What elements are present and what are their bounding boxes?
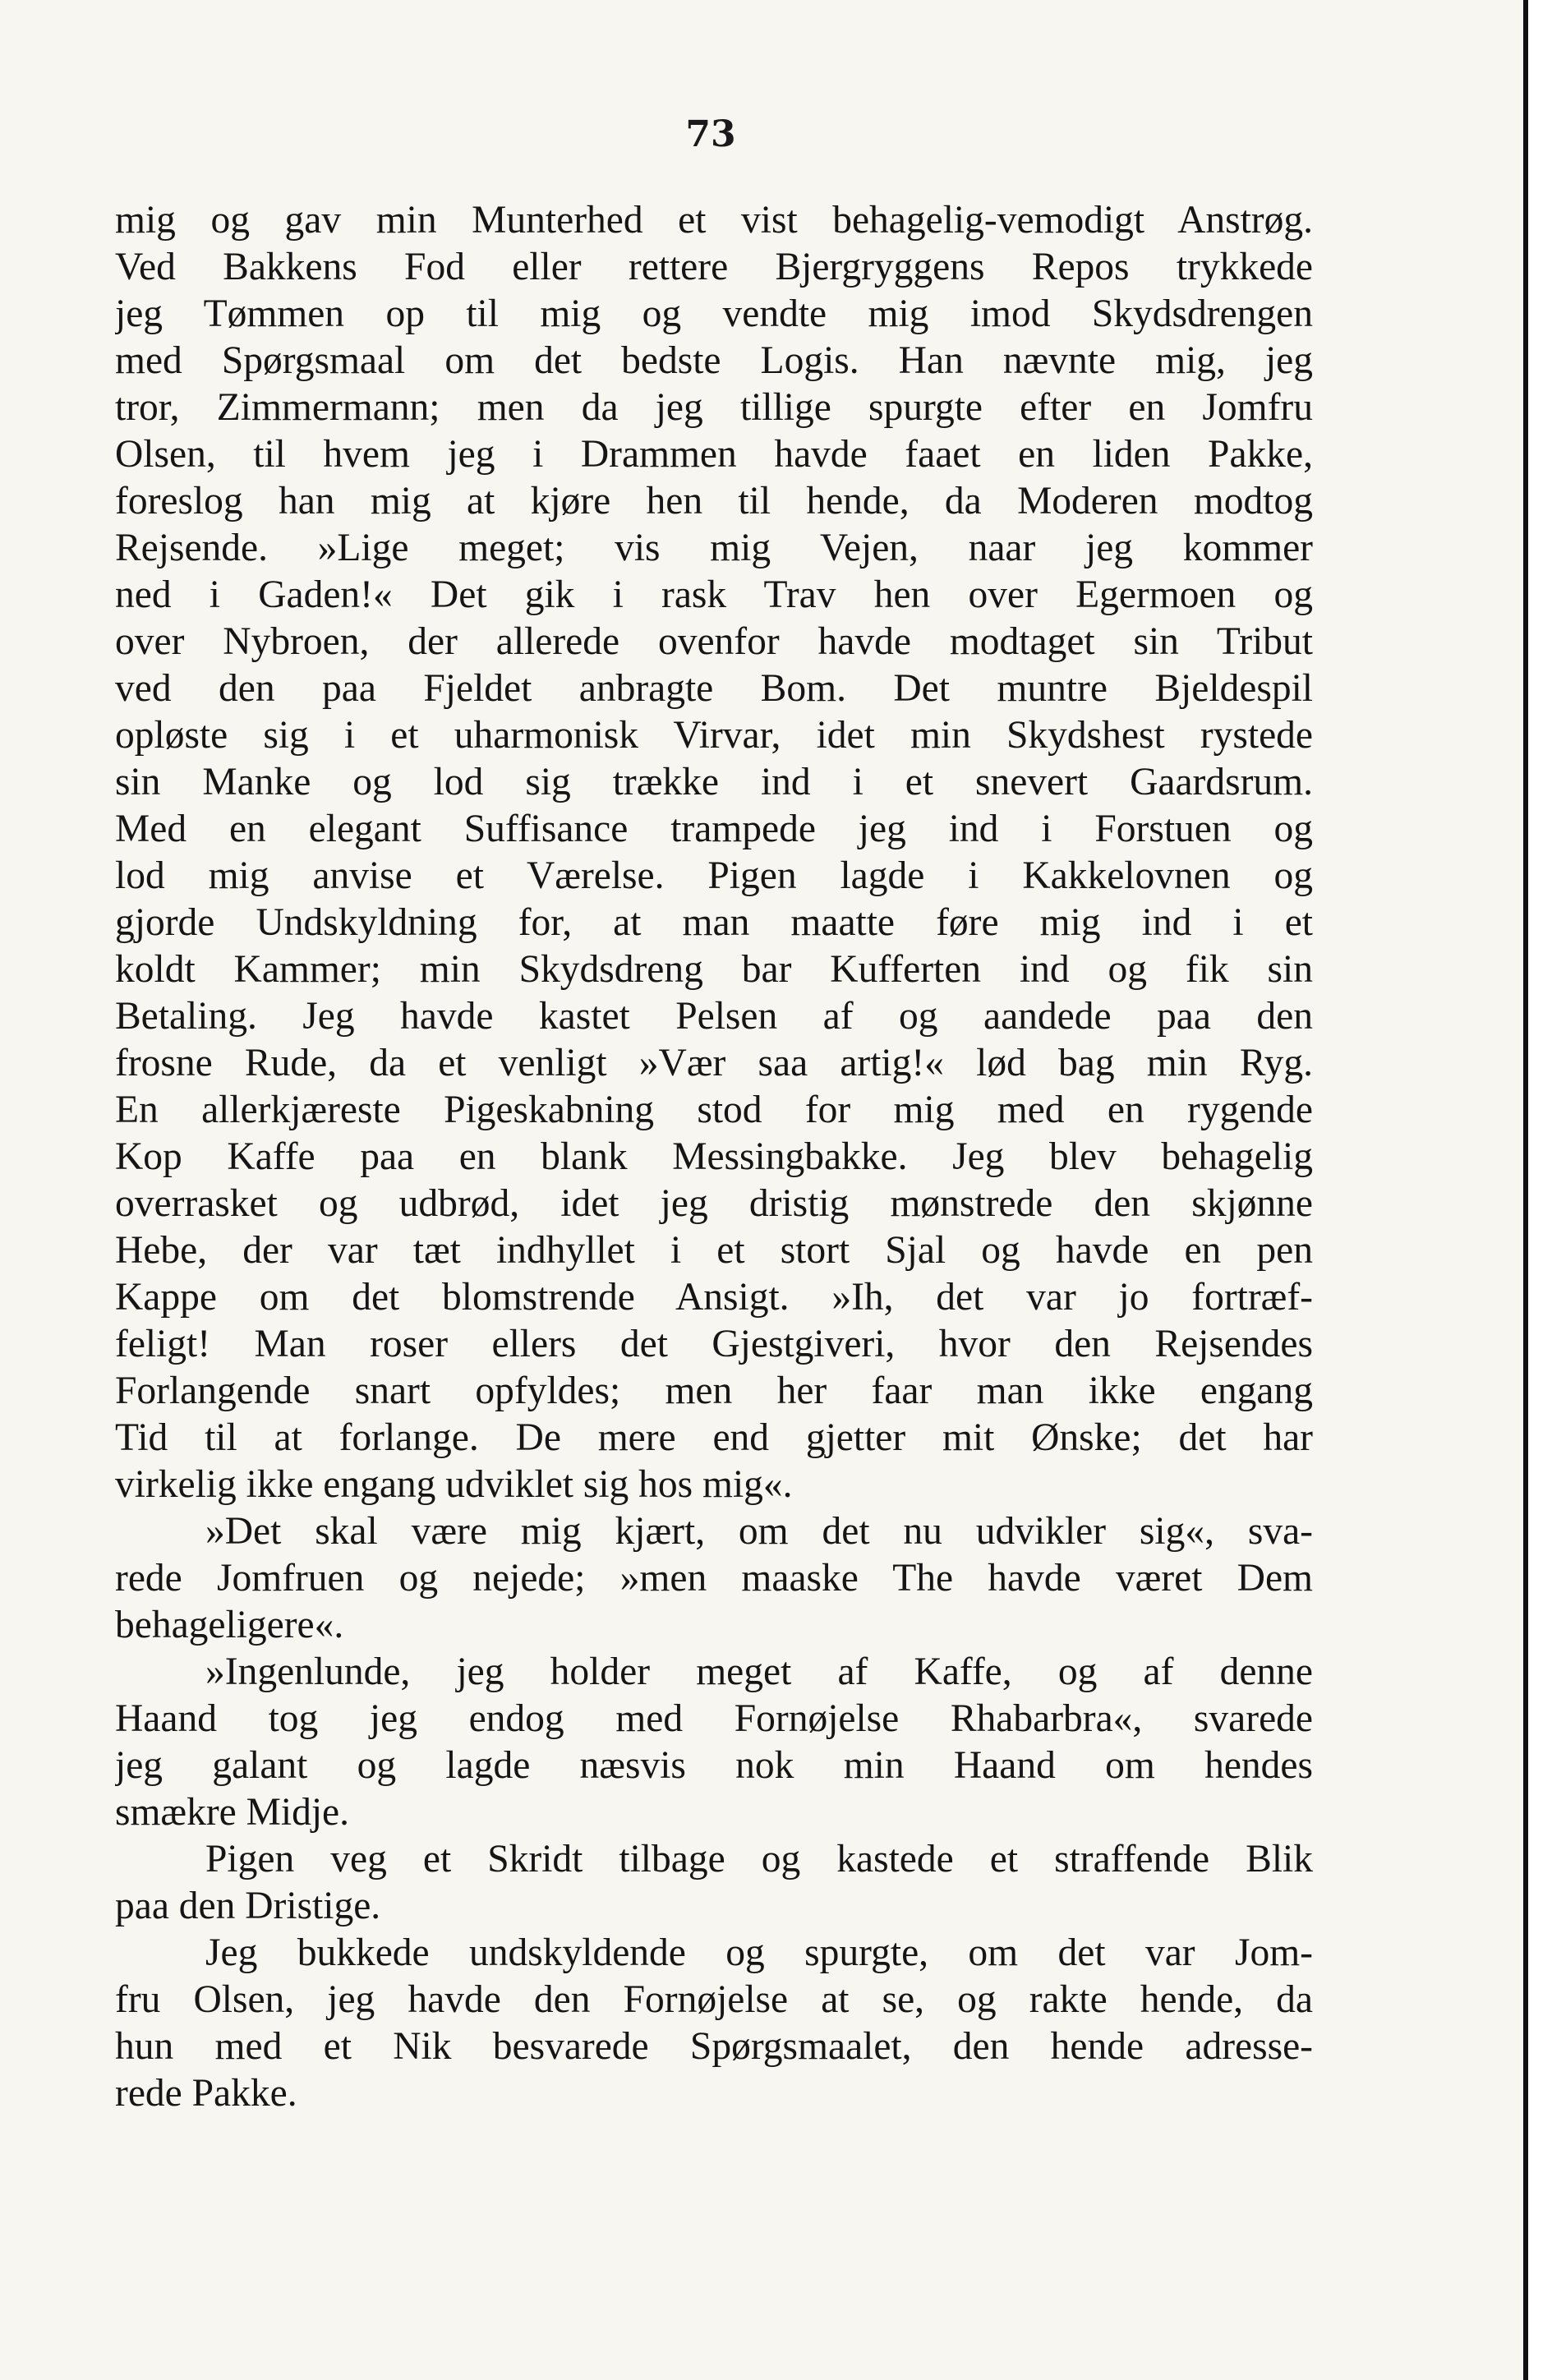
text-line: feligt! Man roser ellers det Gjestgiveri, hvor den Rejsendes [115,1323,1313,1365]
text-line: Kop Kaffe paa en blank Messingbakke. Jeg blev behagelig [115,1135,1313,1178]
text-line: Olsen, til hvem jeg i Drammen havde faaet en liden Pakke, [115,433,1313,476]
text-line: paa den Dristige. [115,1885,381,1927]
text-line: jeg galant og lagde næsvis nok min Haand om hendes [115,1744,1313,1787]
text-line: opløste sig i et uharmonisk Virvar, idet min Skydshest rystede [115,714,1313,757]
text-line: ved den paa Fjeldet anbragte Bom. Det muntre Bjeldespil [115,667,1313,710]
text-line: Forlangende snart opfyldes; men her faar man ikke engang [115,1370,1313,1412]
text-line: behageligere«. [115,1604,344,1646]
text-line: frosne Rude, da et venligt »Vær saa artig!« lød bag min Ryg. [115,1042,1313,1084]
body-text [115,197,1313,2117]
text-line: foreslog han mig at kjøre hen til hende, da Moderen modtog [115,480,1313,522]
text-line: tror, Zimmermann; men da jeg tillige spurgte efter en Jomfru [115,386,1313,429]
text-line: rede Jomfruen og nejede; »men maaske The havde været Dem [115,1557,1313,1600]
text-line: over Nybroen, der allerede ovenfor havde modtaget sin Tribut [115,620,1313,663]
text-line: fru Olsen, jeg havde den Fornøjelse at se, og rakte hende, da [115,1978,1313,2021]
text-line: Rejsende. »Lige meget; vis mig Vejen, naar jeg kommer [115,527,1313,569]
text-line: ned i Gaden!« Det gik i rask Trav hen over Egermoen og [115,573,1313,616]
text-line: hun med et Nik besvarede Spørgsmaalet, den hende adresse- [115,2025,1313,2068]
text-line: mig og gav min Munterhed et vist behagelig-vemodigt Anstrøg. [115,199,1313,242]
text-line: smækre Midje. [115,1791,349,1834]
page-number: 73 [685,113,736,155]
text-line: Betaling. Jeg havde kastet Pelsen af og aandede paa den [115,995,1313,1038]
text-line: »Ingenlunde, jeg holder meget af Kaffe, og af denne [205,1650,1313,1693]
text-line: Jeg bukkede undskyldende og spurgte, om det var Jom- [205,1931,1313,1974]
text-line: rede Pakke. [115,2072,297,2115]
text-line: »Det skal være mig kjært, om det nu udvikler sig«, sva- [205,1510,1313,1553]
text-line: gjorde Undskyldning for, at man maatte føre mig ind i et [115,901,1313,944]
text-line: jeg Tømmen op til mig og vendte mig imod Skydsdrengen [115,292,1313,335]
text-line: Haand tog jeg endog med Fornøjelse Rhabarbra«, svarede [115,1697,1313,1740]
text-line: Pigen veg et Skridt tilbage og kastede et straffende Blik [205,1838,1313,1881]
text-line: Tid til at forlange. De mere end gjetter mit Ønske; det har [115,1416,1313,1459]
text-line: En allerkjæreste Pigeskabning stod for mig med en rygende [115,1089,1313,1131]
text-line: sin Manke og lod sig trække ind i et snevert Gaardsrum. [115,761,1313,803]
text-line: Ved Bakkens Fod eller rettere Bjergryggens Repos trykkede [115,246,1313,288]
text-line: virkelig ikke engang udviklet sig hos mig«. [115,1463,793,1506]
text-line: med Spørgsmaal om det bedste Logis. Han nævnte mig, jeg [115,339,1313,382]
text-line: lod mig anvise et Værelse. Pigen lagde i Kakkelovnen og [115,854,1313,897]
page-edge [1523,0,1552,2380]
text-line: Hebe, der var tæt indhyllet i et stort Sjal og havde en pen [115,1229,1313,1272]
text-line: Kappe om det blomstrende Ansigt. »Ih, det var jo fortræf- [115,1276,1313,1319]
text-line: Med en elegant Suffisance trampede jeg ind i Forstuen og [115,808,1313,850]
text-line: koldt Kammer; min Skydsdreng bar Kufferten ind og fik sin [115,948,1313,991]
text-line: overrasket og udbrød, idet jeg dristig mønstrede den skjønne [115,1182,1313,1225]
